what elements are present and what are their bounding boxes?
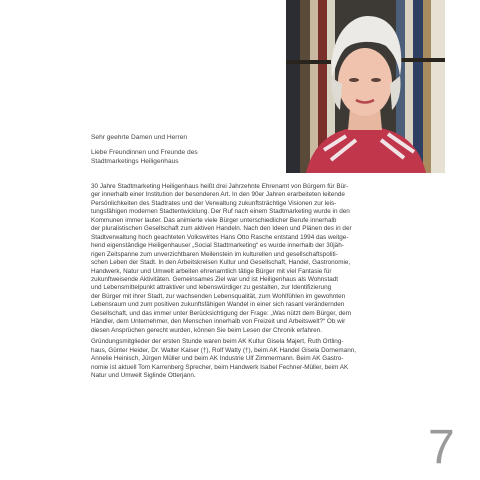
text-line: diesen Ansprüchen gerecht wurden, können Sie beim Lesen der Chronik erfahren. <box>91 326 322 334</box>
salutation-line: Liebe Freundinnen und Freunde des <box>91 148 198 156</box>
text-line: rigen Zeitspanne zum unverzichtbaren Meilenstein im kulturellen und gesellschaftspoliti- <box>91 250 338 258</box>
text-line: Kommunen immer lauter. Das animierte viele Bürger unterschiedlicher Berufe innerhalb <box>91 216 337 224</box>
salutation-line: Sehr geehrte Damen und Herren <box>91 134 188 141</box>
text-line: der pluralistischen Gesellschaft zum aktiven Handeln. Nach den Ideen und Plänen des in der <box>91 225 352 233</box>
text-line: Natur und Umwelt Siglinde Otterjann. <box>91 371 196 379</box>
text-line: hend eigenständige Heiligenhauser „Social Stadtmarketing“ es wurde innerhalb der 30jäh- <box>91 242 344 250</box>
text-line: Handwerk, Natur und Umwelt arbeiten ehrenamtlich tätige Bürger mit viel Fantasie für <box>91 267 332 275</box>
text-line: zukunftweisende Aktivitäten. Gemeinsames Ziel war und ist Heiligenhaus als Wohnstadt <box>91 275 339 283</box>
text-line: Gründungsmitglieder der ersten Stunde waren beim AK Kultur Gisela Majert, Ruth Ortling- <box>91 338 344 346</box>
text-line: der Bürger mit ihrer Stadt, zur wachsenden Lebensqualität, zum Wohlfühlen im gewohnten <box>91 292 346 300</box>
page-number: 7 <box>428 421 455 474</box>
text-line: nomie ist aktuell Tom Karrenberg Sprecher, beim Handwerk Isabel Fechner-Müller, beim AK <box>91 363 349 371</box>
text-line: haus, Günter Heider, Dr. Walter Kaiser (†), Rolf Watty (†), beim AK Handel Gisela Dornemann, <box>91 346 357 354</box>
text-line: 30 Jahre Stadtmarketing Heiligenhaus heißt drei Jahrzehnte Ehrenamt von Bürgern für Bür- <box>91 183 349 190</box>
portrait-photo <box>286 0 445 173</box>
text-line: schen Leben der Stadt. In den Arbeitskreisen Kultur und Gesellschaft, Handel, Gastronomie, <box>91 259 351 267</box>
text-line: und Lebensmittelpunkt attraktiver und lebenswürdiger zu gestalten, zur Identifizierung <box>91 284 332 292</box>
paragraph-founders <box>91 338 433 380</box>
body-text <box>91 183 433 380</box>
salutation-line: Stadtmarketings Heiligenhaus <box>91 157 179 165</box>
text-line: Persönlichkeiten des Stadtrates und der Verwaltung zukunftsträchtige Visionen zur leis- <box>91 199 337 207</box>
text-line: ger innerhalb einer Institution der besonderen Art. In den 90er Jahren erarbeiteten leitende <box>91 191 345 199</box>
text-line: Annelie Heinisch, Jürgen Müller und beim AK Industrie Ulf Zimmermann. Beim AK Gastro- <box>91 355 344 363</box>
text-line: Lebensraum und zum positiven zukunftsfähigen Wandel in einer sich rasant verändernden <box>91 301 345 309</box>
text-line: tungsfähigen modernen Stadtentwicklung. Der Ruf nach einem Stadtmarketing wurde in den <box>91 208 350 216</box>
text-line: Stadtverwaltung hoch geachteten Volkswirtes Hans Otto Rasche entstand 1994 das weitge- <box>91 233 349 241</box>
salutation <box>91 134 281 166</box>
text-line: Händler, dem Unternehmer, den Menschen innerhalb von Freizeit und Arbeitswelt?“ Ob wir <box>91 318 346 326</box>
paragraph-intro <box>91 183 433 335</box>
text-line: Gesellschaft, und das immer unter Berücksichtigung der Frage: „Was nützt dem Bürger, dem <box>91 309 351 317</box>
